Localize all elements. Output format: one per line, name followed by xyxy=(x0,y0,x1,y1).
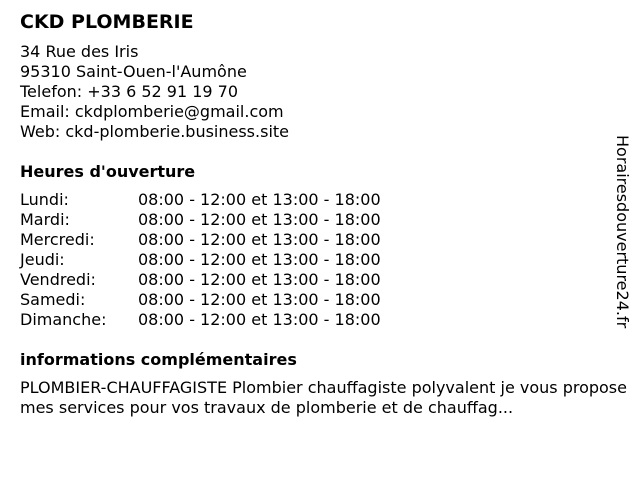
business-name: CKD PLOMBERIE xyxy=(20,11,194,33)
day-label: Jeudi: xyxy=(20,250,65,269)
hours-row-tuesday xyxy=(20,210,610,230)
day-hours: 08:00 - 12:00 et 13:00 - 18:00 xyxy=(138,270,381,289)
address-line-1: 34 Rue des Iris xyxy=(20,42,139,61)
address-line-2: 95310 Saint-Ouen-l'Aumône xyxy=(20,62,247,81)
day-label: Lundi: xyxy=(20,190,69,209)
day-label: Dimanche: xyxy=(20,310,107,329)
hours-row-saturday xyxy=(20,290,610,310)
email-line: Email: ckdplomberie@gmail.com xyxy=(20,102,284,121)
day-hours: 08:00 - 12:00 et 13:00 - 18:00 xyxy=(138,230,381,249)
day-label: Vendredi: xyxy=(20,270,96,289)
hours-row-wednesday xyxy=(20,230,610,250)
opening-hours-list xyxy=(20,190,610,330)
day-hours: 08:00 - 12:00 et 13:00 - 18:00 xyxy=(138,190,381,209)
hours-row-thursday xyxy=(20,250,610,270)
hours-row-friday xyxy=(20,270,610,290)
phone-line: Telefon: +33 6 52 91 19 70 xyxy=(20,82,239,101)
additional-info-text: PLOMBIER-CHAUFFAGISTE Plombier chauffagiste polyvalent je vous propose mes services pour vos travaux de plomberie et de chauffag... xyxy=(20,378,627,417)
hours-row-sunday xyxy=(20,310,610,330)
day-hours: 08:00 - 12:00 et 13:00 - 18:00 xyxy=(138,310,381,329)
web-line: Web: ckd-plomberie.business.site xyxy=(20,122,289,141)
day-hours: 08:00 - 12:00 et 13:00 - 18:00 xyxy=(138,290,381,309)
day-label: Mardi: xyxy=(20,210,70,229)
hours-row-monday xyxy=(20,190,610,210)
day-hours: 08:00 - 12:00 et 13:00 - 18:00 xyxy=(138,250,381,269)
watermark-text: Horairesdouverture24.fr xyxy=(613,135,632,329)
day-hours: 08:00 - 12:00 et 13:00 - 18:00 xyxy=(138,210,381,229)
day-label: Mercredi: xyxy=(20,230,95,249)
day-label: Samedi: xyxy=(20,290,86,309)
additional-info-title: informations complémentaires xyxy=(20,350,297,369)
opening-hours-title: Heures d'ouverture xyxy=(20,162,196,181)
